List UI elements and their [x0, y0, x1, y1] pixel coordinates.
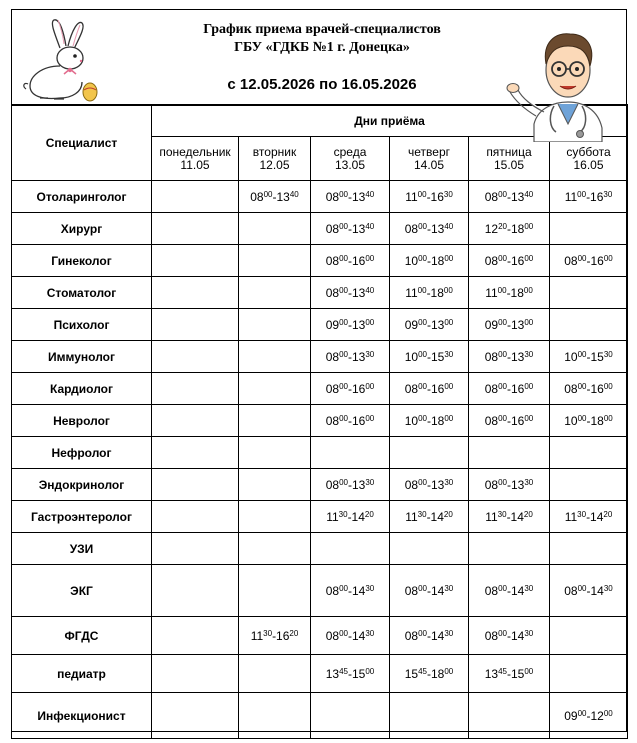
day-name: суббота: [566, 144, 611, 159]
schedule-cell: $11^{30}-14^{20}$: [550, 501, 628, 533]
schedule-cell: $10^{00}-15^{30}$: [390, 341, 469, 373]
table-row: [12, 501, 628, 533]
table-row: [12, 617, 628, 655]
day-header-2: [311, 137, 390, 181]
day-header-0: [152, 137, 239, 181]
specialist-name: Нефролог: [12, 437, 152, 469]
specialist-name: Невролог: [12, 405, 152, 437]
schedule-cell: $11^{30}-14^{20}$: [469, 501, 550, 533]
schedule-cell: [239, 501, 311, 533]
table-row: [12, 341, 628, 373]
schedule-cell: [239, 405, 311, 437]
schedule-cell: [469, 693, 550, 739]
schedule-cell: $11^{30}-16^{20}$: [239, 617, 311, 655]
schedule-cell: [152, 373, 239, 405]
schedule-cell: $08^{00}-16^{00}$: [469, 405, 550, 437]
table-row: [12, 469, 628, 501]
schedule-cell: [152, 277, 239, 309]
specialist-name: Гастроэнтеролог: [12, 501, 152, 533]
schedule-cell: [550, 655, 628, 693]
schedule-cell: [239, 655, 311, 693]
day-header-4: [469, 137, 550, 181]
day-date: 12.05: [259, 157, 290, 172]
schedule-cell: [469, 437, 550, 469]
schedule-cell: $08^{00}-16^{00}$: [550, 373, 628, 405]
day-header-3: [390, 137, 469, 181]
schedule-cell: $08^{00}-13^{40}$: [239, 181, 311, 213]
specialist-name: Иммунолог: [12, 341, 152, 373]
doctor-illustration: [504, 12, 622, 142]
schedule-table: [11, 104, 628, 739]
specialist-name: Отоларинголог: [12, 181, 152, 213]
schedule-cell: $11^{00}-16^{30}$: [390, 181, 469, 213]
schedule-cell: [390, 693, 469, 739]
specialist-name: Инфекционист: [12, 693, 152, 739]
schedule-cell: [311, 533, 390, 565]
easter-bunny-illustration: [20, 18, 110, 103]
table-row: [12, 245, 628, 277]
schedule-cell: $08^{00}-14^{30}$: [390, 617, 469, 655]
schedule-cell: [311, 693, 390, 739]
schedule-cell: [152, 309, 239, 341]
schedule-cell: $08^{00}-14^{30}$: [469, 565, 550, 617]
schedule-cell: $11^{30}-14^{20}$: [390, 501, 469, 533]
schedule-cell: $08^{00}-16^{00}$: [469, 245, 550, 277]
table-row: [12, 405, 628, 437]
schedule-cell: $08^{00}-13^{40}$: [311, 181, 390, 213]
specialist-name: Эндокринолог: [12, 469, 152, 501]
schedule-cell: [152, 341, 239, 373]
table-row: [12, 213, 628, 245]
schedule-cell: $08^{00}-14^{30}$: [390, 565, 469, 617]
schedule-cell: $08^{00}-14^{30}$: [311, 617, 390, 655]
schedule-cell: [550, 533, 628, 565]
day-name: пятница: [486, 144, 532, 159]
day-name: среда: [333, 144, 367, 159]
specialist-column-header: Специалист: [12, 105, 152, 181]
schedule-cell: $09^{00}-13^{00}$: [390, 309, 469, 341]
schedule-cell: [152, 693, 239, 739]
day-name: четверг: [408, 144, 450, 159]
schedule-cell: $12^{20}-18^{00}$: [469, 213, 550, 245]
schedule-cell: $08^{00}-16^{00}$: [311, 373, 390, 405]
specialist-name: Психолог: [12, 309, 152, 341]
table-row: [12, 277, 628, 309]
schedule-cell: [311, 437, 390, 469]
day-name: вторник: [252, 144, 297, 159]
schedule-cell: $11^{00}-16^{30}$: [550, 181, 628, 213]
table-row: [12, 437, 628, 469]
schedule-cell: [239, 533, 311, 565]
schedule-cell: $08^{00}-14^{30}$: [550, 565, 628, 617]
table-row: [12, 655, 628, 693]
schedule-cell: [152, 245, 239, 277]
schedule-cell: [550, 277, 628, 309]
day-date: 15.05: [493, 157, 525, 172]
schedule-cell: $08^{00}-13^{40}$: [390, 213, 469, 245]
schedule-cell: $08^{00}-13^{30}$: [469, 469, 550, 501]
specialist-name: педиатр: [12, 655, 152, 693]
specialist-name: Хирург: [12, 213, 152, 245]
schedule-cell: $08^{00}-16^{00}$: [550, 245, 628, 277]
schedule-cell: [239, 213, 311, 245]
table-row: [12, 693, 628, 739]
schedule-cell: $08^{00}-16^{00}$: [311, 245, 390, 277]
schedule-cell: $11^{30}-14^{20}$: [311, 501, 390, 533]
schedule-cell: $08^{00}-16^{00}$: [311, 405, 390, 437]
schedule-cell: $09^{00}-13^{00}$: [311, 309, 390, 341]
schedule-cell: $08^{00}-13^{30}$: [311, 469, 390, 501]
schedule-cell: $13^{45}-15^{00}$: [311, 655, 390, 693]
specialist-name: Кардиолог: [12, 373, 152, 405]
specialist-name: ЭКГ: [12, 565, 152, 617]
schedule-cell: [550, 617, 628, 655]
schedule-title: График приема врачей-специалистов: [203, 22, 441, 37]
schedule-cell: $13^{45}-15^{00}$: [469, 655, 550, 693]
day-date: 11.05: [180, 157, 210, 172]
specialist-name: Гинеколог: [12, 245, 152, 277]
schedule-cell: [239, 309, 311, 341]
table-row: [12, 533, 628, 565]
schedule-cell: [390, 533, 469, 565]
day-date: 16.05: [573, 157, 604, 172]
schedule-frame: [11, 9, 627, 732]
schedule-cell: [152, 181, 239, 213]
schedule-cell: [390, 437, 469, 469]
schedule-cell: $09^{00}-13^{00}$: [469, 309, 550, 341]
schedule-cell: $08^{00}-13^{30}$: [390, 469, 469, 501]
schedule-cell: $08^{00}-16^{00}$: [390, 373, 469, 405]
schedule-cell: $08^{00}-13^{30}$: [469, 341, 550, 373]
schedule-cell: [152, 565, 239, 617]
schedule-cell: $08^{00}-14^{30}$: [311, 565, 390, 617]
days-column-header: Дни приёма: [152, 105, 628, 137]
day-header-5: [550, 137, 628, 181]
schedule-cell: [152, 655, 239, 693]
specialist-name: УЗИ: [12, 533, 152, 565]
schedule-cell: [239, 565, 311, 617]
day-date: 14.05: [413, 157, 445, 172]
schedule-cell: [239, 277, 311, 309]
schedule-cell: $10^{00}-18^{00}$: [550, 405, 628, 437]
specialist-name: ФГДС: [12, 617, 152, 655]
schedule-cell: [239, 245, 311, 277]
schedule-cell: $08^{00}-13^{40}$: [469, 181, 550, 213]
hospital-name: ГБУ «ГДКБ №1 г. Донецка»: [234, 40, 410, 55]
schedule-cell: [550, 469, 628, 501]
schedule-cell: $15^{45}-18^{00}$: [390, 655, 469, 693]
day-date: 13.05: [334, 157, 366, 172]
schedule-cell: $11^{00}-18^{00}$: [469, 277, 550, 309]
schedule-cell: [550, 309, 628, 341]
schedule-cell: $08^{00}-14^{30}$: [469, 617, 550, 655]
schedule-cell: [152, 213, 239, 245]
schedule-cell: [550, 213, 628, 245]
schedule-cell: [152, 469, 239, 501]
schedule-cell: $10^{00}-18^{00}$: [390, 245, 469, 277]
day-header-1: [239, 137, 311, 181]
schedule-cell: [152, 617, 239, 655]
day-name: понедельник: [159, 144, 231, 159]
schedule-period: с 12.05.2026 по 16.05.2026: [227, 76, 417, 93]
schedule-cell: [550, 437, 628, 469]
specialist-name: Стоматолог: [12, 277, 152, 309]
table-row: [12, 373, 628, 405]
schedule-cell: [239, 437, 311, 469]
schedule-cell: $10^{00}-18^{00}$: [390, 405, 469, 437]
schedule-cell: $08^{00}-13^{30}$: [311, 341, 390, 373]
table-row: [12, 181, 628, 213]
schedule-cell: $10^{00}-15^{30}$: [550, 341, 628, 373]
table-row: [12, 309, 628, 341]
schedule-cell: $08^{00}-16^{00}$: [469, 373, 550, 405]
schedule-cell: $11^{00}-18^{00}$: [390, 277, 469, 309]
schedule-cell: [239, 341, 311, 373]
schedule-cell: [152, 533, 239, 565]
schedule-cell: [469, 533, 550, 565]
schedule-cell: [239, 469, 311, 501]
schedule-cell: [152, 501, 239, 533]
schedule-cell: [239, 373, 311, 405]
schedule-cell: $08^{00}-13^{40}$: [311, 277, 390, 309]
schedule-cell: $08^{00}-13^{40}$: [311, 213, 390, 245]
table-row: [12, 565, 628, 617]
schedule-cell: $09^{00}-12^{00}$: [550, 693, 628, 739]
schedule-cell: [239, 693, 311, 739]
schedule-cell: [152, 405, 239, 437]
schedule-cell: [152, 437, 239, 469]
